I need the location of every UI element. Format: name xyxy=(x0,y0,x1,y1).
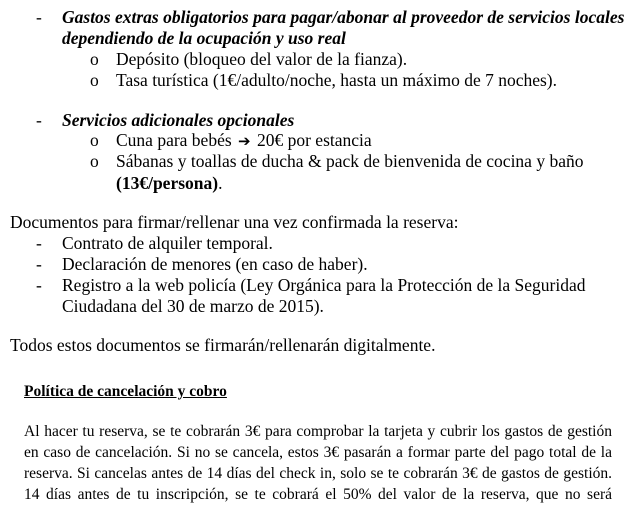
circle-bullet-icon: o xyxy=(90,151,99,171)
linen-price: (13€/persona) xyxy=(116,173,219,193)
linen-period: . xyxy=(218,173,223,193)
dash-bullet: - xyxy=(36,254,42,274)
documents-intro: Documentos para firmar/rellenar una vez confirmada la reserva: xyxy=(10,212,459,232)
arrow-right-icon: ➔ xyxy=(238,132,251,150)
cancellation-paragraph-line: 14 días antes de tu inscripción, se te cobrará el 50% del valor de la reserva, que no será xyxy=(24,486,612,503)
document-item-police-line1: Registro a la web policía (Ley Orgánica para la Protección de la Seguridad xyxy=(62,275,586,295)
tourist-tax-item: Tasa turística (1€/adulto/noche, hasta un máximo de 7 noches). xyxy=(116,70,558,90)
mandatory-costs-title-line2: dependiendo de la ocupación y uso real xyxy=(62,28,346,48)
crib-item xyxy=(116,129,372,152)
linen-item-line2 xyxy=(116,172,222,194)
cancellation-paragraph-line: reserva. Si cancelas antes de 14 días del check in, solo se te cobrarán 3€ de gastos de gestión. xyxy=(24,465,612,482)
document-item-minors: Declaración de menores (en caso de haber). xyxy=(62,254,368,274)
crib-label: Cuna para bebés xyxy=(116,130,232,150)
dash-bullet: - xyxy=(36,7,42,27)
linen-item-line1: Sábanas y toallas de ducha & pack de bienvenida de cocina y baño xyxy=(116,151,584,171)
cancellation-paragraph-line: Al hacer tu reserva, se te cobrarán 3€ para comprobar la tarjeta y cubrir los gastos de gestión xyxy=(24,423,612,440)
optional-services-title: Servicios adicionales opcionales xyxy=(62,110,295,130)
document-item-police-line2: Ciudadana del 30 de marzo de 2015). xyxy=(62,296,324,316)
cancellation-paragraph-line: en caso de cancelación. Si no se cancela, estos 3€ pasarán a formar parte del pago total de la xyxy=(24,444,612,461)
dash-bullet: - xyxy=(36,110,42,130)
mandatory-costs-title-line1: Gastos extras obligatorios para pagar/abonar al proveedor de servicios locales xyxy=(62,7,625,27)
document-item-contract: Contrato de alquiler temporal. xyxy=(62,233,273,253)
deposit-item: Depósito (bloqueo del valor de la fianza). xyxy=(116,49,408,69)
circle-bullet-icon: o xyxy=(90,49,99,69)
cancellation-heading: Política de cancelación y cobro xyxy=(24,383,227,400)
documents-closing: Todos estos documentos se firmarán/rellenarán digitalmente. xyxy=(10,335,436,355)
crib-price: 20€ por estancia xyxy=(256,130,372,150)
circle-bullet-icon: o xyxy=(90,70,99,90)
dash-bullet: - xyxy=(36,233,42,253)
dash-bullet: - xyxy=(36,275,42,295)
circle-bullet-icon: o xyxy=(90,130,99,150)
